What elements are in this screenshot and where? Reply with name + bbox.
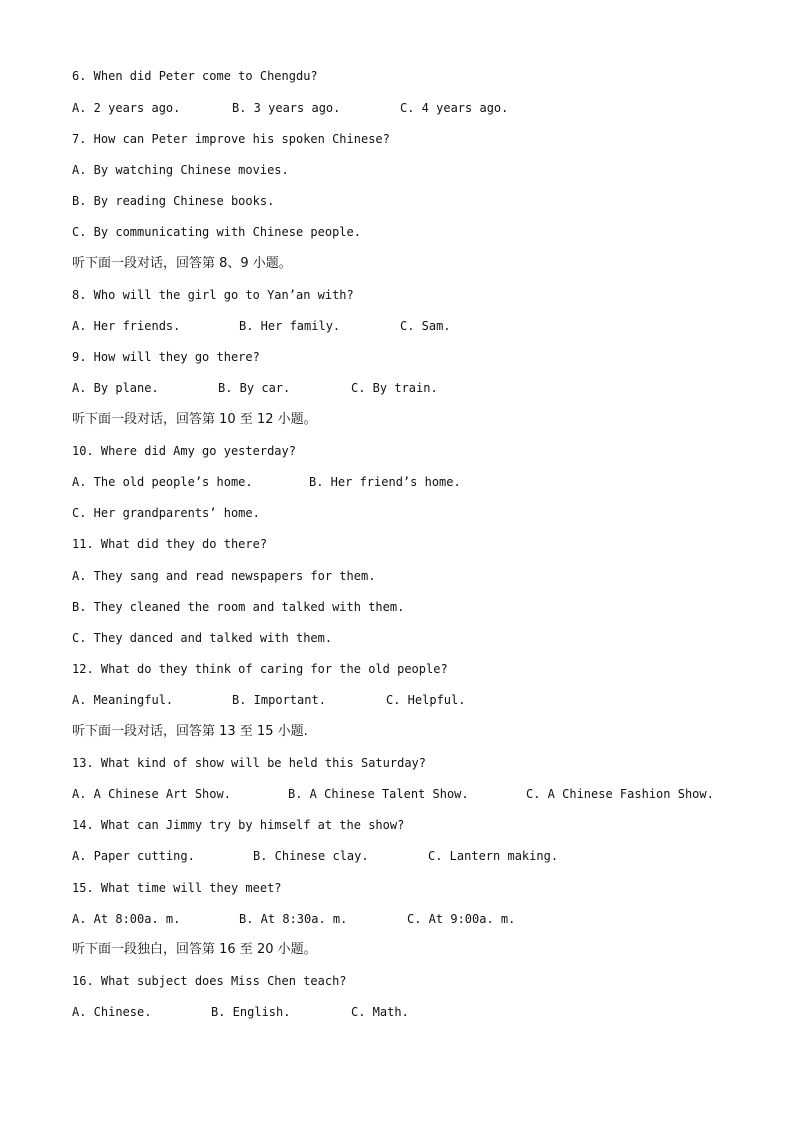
option-16b: B. English. [211, 1005, 291, 1019]
section-instruction-16-20: 听下面一段独白，回答第 16 至 20 小题。 [72, 942, 317, 957]
option-15c: C. At 9:00a. m. [407, 912, 516, 926]
option-14c: C. Lantern making. [428, 849, 559, 863]
option-9b: B. By car. [218, 381, 291, 395]
option-11c: C. They danced and talked with them. [72, 631, 333, 645]
option-15b: B. At 8:30a. m. [239, 912, 348, 926]
option-14a: A. Paper cutting. [72, 849, 195, 863]
section-instruction-13-15: 听下面一段对话，回答第 13 至 15 小题. [72, 724, 308, 739]
option-8b: B. Her family. [239, 319, 341, 333]
question-13: 13. What kind of show will be held this Saturday? [72, 756, 427, 770]
option-6b: B. 3 years ago. [232, 101, 341, 115]
option-6c: C. 4 years ago. [400, 101, 509, 115]
option-12c: C. Helpful. [386, 693, 466, 707]
question-12: 12. What do they think of caring for the old people? [72, 662, 448, 676]
option-12a: A. Meaningful. [72, 693, 174, 707]
section-instruction-10-12: 听下面一段对话，回答第 10 至 12 小题。 [72, 412, 317, 427]
question-14: 14. What can Jimmy try by himself at the show? [72, 818, 405, 832]
option-7a: A. By watching Chinese movies. [72, 163, 289, 177]
option-8c: C. Sam. [400, 319, 451, 333]
option-9a: A. By plane. [72, 381, 159, 395]
option-10c: C. Her grandparents’ home. [72, 506, 260, 520]
question-7: 7. How can Peter improve his spoken Chinese? [72, 132, 390, 146]
option-13c: C. A Chinese Fashion Show. [526, 787, 714, 801]
option-10a: A. The old people’s home. [72, 475, 253, 489]
question-16: 16. What subject does Miss Chen teach? [72, 974, 347, 988]
section-instruction-8-9: 听下面一段对话，回答第 8、9 小题。 [72, 256, 292, 271]
option-13b: B. A Chinese Talent Show. [288, 787, 469, 801]
option-16c: C. Math. [351, 1005, 409, 1019]
option-11a: A. They sang and read newspapers for them. [72, 569, 376, 583]
question-8: 8. Who will the girl go to Yan’an with? [72, 288, 354, 302]
option-8a: A. Her friends. [72, 319, 181, 333]
question-6: 6. When did Peter come to Chengdu? [72, 69, 318, 83]
option-14b: B. Chinese clay. [253, 849, 369, 863]
option-15a: A. At 8:00a. m. [72, 912, 181, 926]
option-16a: A. Chinese. [72, 1005, 152, 1019]
option-13a: A. A Chinese Art Show. [72, 787, 231, 801]
option-9c: C. By train. [351, 381, 438, 395]
option-10b: B. Her friend’s home. [309, 475, 461, 489]
option-11b: B. They cleaned the room and talked with them. [72, 600, 405, 614]
option-7b: B. By reading Chinese books. [72, 194, 275, 208]
question-11: 11. What did they do there? [72, 537, 268, 551]
option-6a: A. 2 years ago. [72, 101, 181, 115]
question-15: 15. What time will they meet? [72, 881, 282, 895]
option-12b: B. Important. [232, 693, 326, 707]
question-9: 9. How will they go there? [72, 350, 260, 364]
question-10: 10. Where did Amy go yesterday? [72, 444, 296, 458]
option-7c: C. By communicating with Chinese people. [72, 225, 361, 239]
